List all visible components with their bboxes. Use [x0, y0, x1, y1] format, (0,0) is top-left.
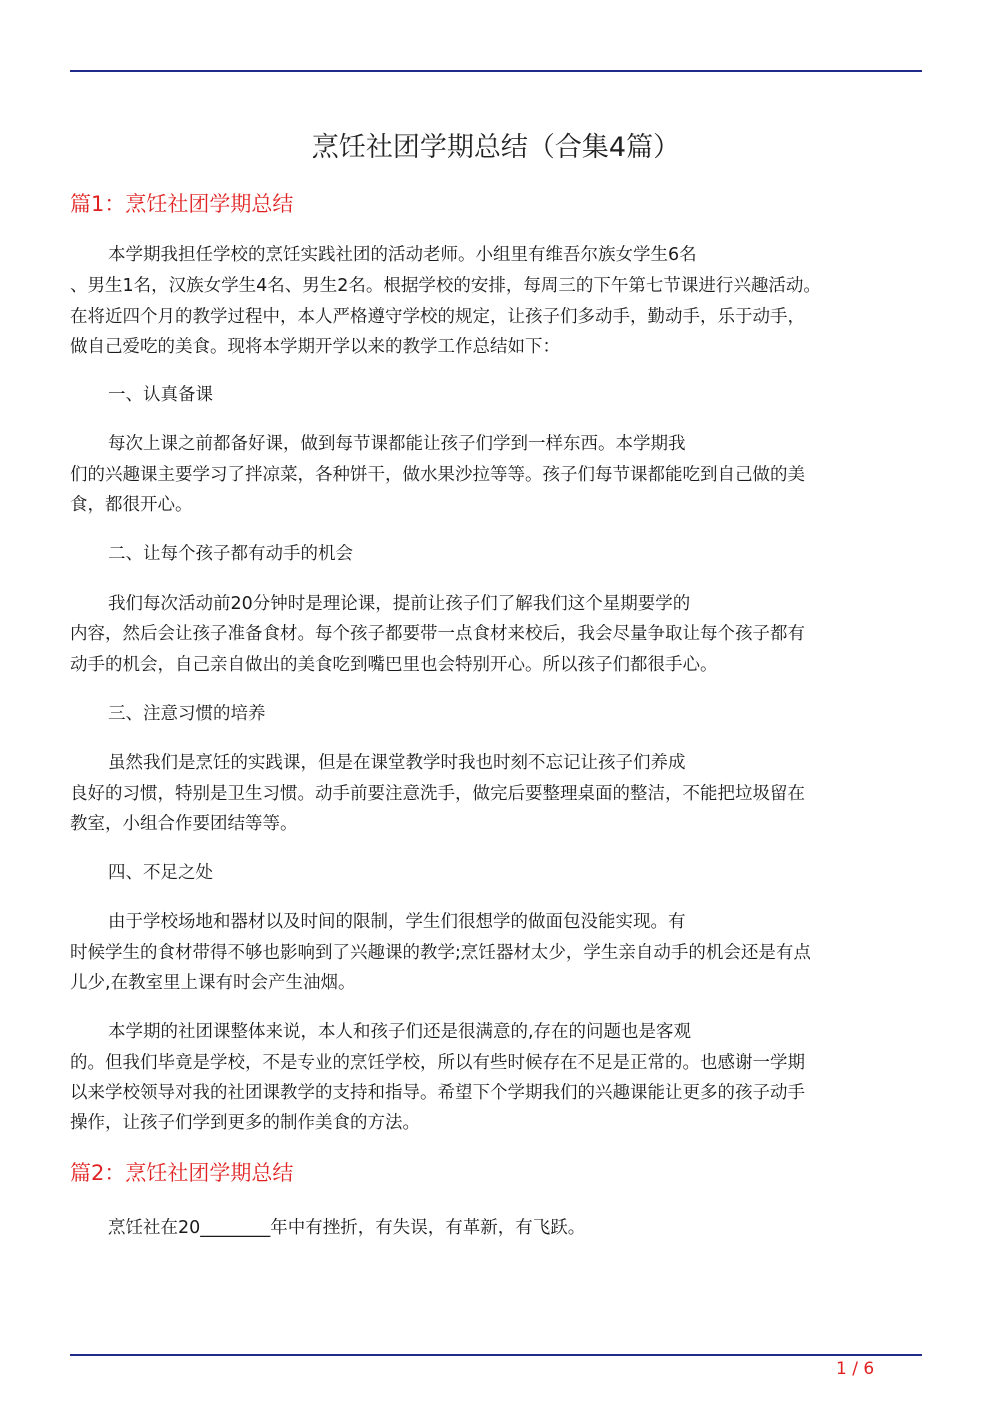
- paragraph-line: 我们每次活动前20分钟时是理论课，提前让孩子们了解我们这个星期要学的: [108, 594, 691, 614]
- paragraph-line: 教室，小组合作要团结等等。: [70, 814, 298, 834]
- paragraph-line: 本学期我担任学校的烹饪实践社团的活动老师。小组里有维吾尔族女学生6名: [108, 245, 697, 265]
- document-title: 烹饪社团学期总结（合集4篇）: [311, 132, 681, 163]
- paragraph-line: 操作，让孩子们学到更多的制作美食的方法。: [70, 1113, 420, 1133]
- paragraph-line: 良好的习惯，特别是卫生习惯。动手前要注意洗手，做完后要整理桌面的整洁，不能把垃圾留在: [70, 784, 805, 804]
- paragraph-line: 、男生1名，汉族女学生4名、男生2名。根据学校的安排，每周三的下午第七节课进行兴趣活动。: [70, 276, 821, 296]
- paragraph-line: 虽然我们是烹饪的实践课，但是在课堂教学时我也时刻不忘记让孩子们养成: [108, 753, 686, 773]
- subheading: 二、让每个孩子都有动手的机会: [108, 544, 353, 564]
- paragraph-line: 由于学校场地和器材以及时间的限制，学生们很想学的做面包没能实现。有: [108, 912, 686, 932]
- subheading: 一、认真备课: [108, 385, 213, 405]
- paragraph-line: 内容，然后会让孩子准备食材。每个孩子都要带一点食材来校后，我会尽量争取让每个孩子都有: [70, 624, 805, 644]
- paragraph-line: 动手的机会，自己亲自做出的美食吃到嘴巴里也会特别开心。所以孩子们都很手心。: [70, 655, 718, 675]
- paragraph-line: 在将近四个月的教学过程中，本人严格遵守学校的规定，让孩子们多动手，勤动手，乐于动手，: [70, 307, 805, 327]
- section-1-heading: 篇1：烹饪社团学期总结: [70, 192, 294, 216]
- footer-rule: [70, 1354, 922, 1356]
- paragraph-line: 儿少,在教室里上课有时会产生油烟。: [70, 973, 356, 993]
- subheading: 四、不足之处: [108, 863, 213, 883]
- subheading: 三、注意习惯的培养: [108, 704, 266, 724]
- paragraph-line: 每次上课之前都备好课，做到每节课都能让孩子们学到一样东西。本学期我: [108, 434, 686, 454]
- paragraph-line: 的。但我们毕竟是学校，不是专业的烹饪学校，所以有些时候存在不足是正常的。也感谢一学期: [70, 1053, 805, 1073]
- section-2-heading: 篇2：烹饪社团学期总结: [70, 1161, 294, 1185]
- paragraph-line: 烹饪社在20________年中有挫折，有失误，有革新，有飞跃。: [108, 1218, 586, 1238]
- paragraph-line: 以来学校领导对我的社团课教学的支持和指导。希望下个学期我们的兴趣课能让更多的孩子动手: [70, 1083, 805, 1103]
- paragraph-line: 做自己爱吃的美食。现将本学期开学以来的教学工作总结如下：: [70, 337, 560, 357]
- paragraph-line: 时候学生的食材带得不够也影响到了兴趣课的教学;烹饪器材太少，学生亲自动手的机会还是有点: [70, 943, 811, 963]
- paragraph-line: 本学期的社团课整体来说，本人和孩子们还是很满意的,存在的问题也是客观: [108, 1022, 692, 1042]
- header-rule: [70, 70, 922, 72]
- paragraph-line: 食，都很开心。: [70, 495, 193, 515]
- paragraph-line: 们的兴趣课主要学习了拌凉菜，各种饼干，做水果沙拉等等。孩子们每节课都能吃到自己做的美: [70, 465, 805, 485]
- page-number: 1 / 6: [836, 1359, 875, 1379]
